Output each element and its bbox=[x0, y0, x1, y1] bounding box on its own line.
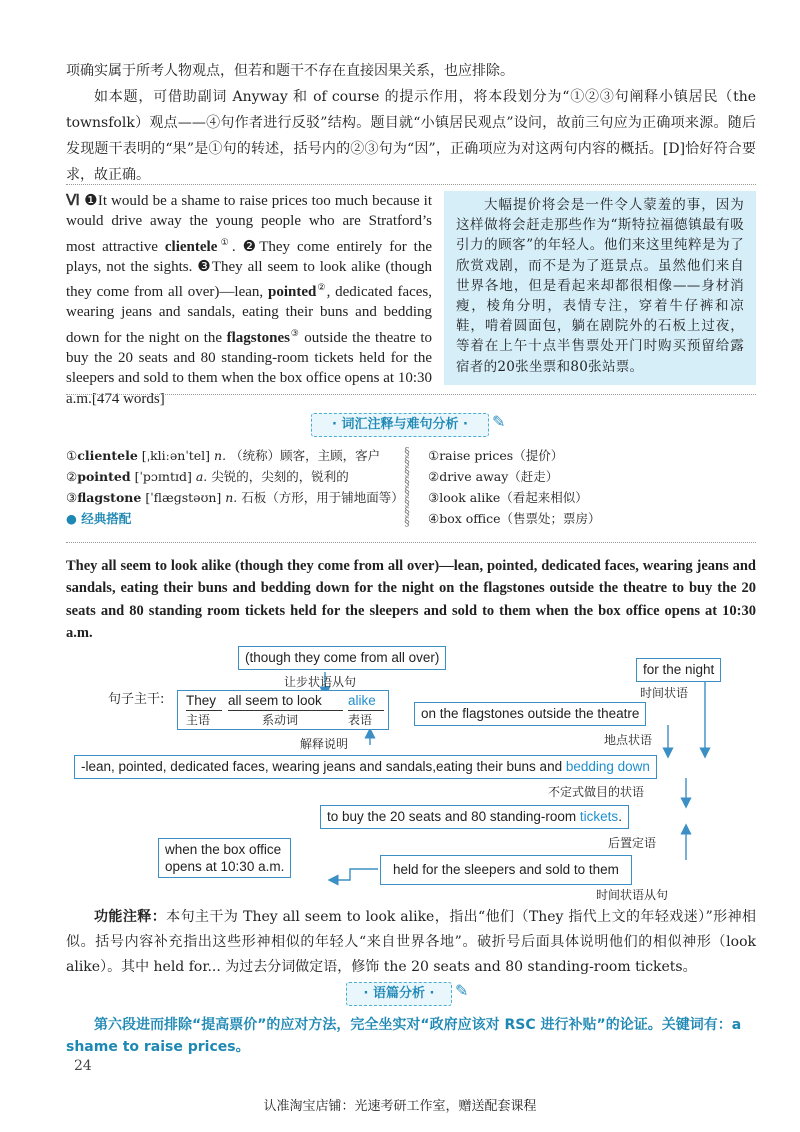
concessive-clause-box: (though they come from all over) bbox=[238, 646, 446, 670]
top-paragraph-2: 如本题，可借助副词 Anyway 和 of course 的提示作用，将本段划分为“①②③句阐释小镇居民（the townsfolk）观点——④句作者进行反驳”结构。题目就“小镇居民观点”设问，故前三句应为正确项来源。随后发现题干表明的“果”是①句的转述，括号内的②③句为“因”，正确项应为对这两句内容的概括。[D]恰好符合要求，故正确。 bbox=[66, 89, 756, 183]
collocation-4: ④box office（售票处；票房） bbox=[428, 511, 601, 526]
vocab-item-2: ②pointed [ˈpɔɪntɪd] a. 尖锐的，尖刻的，锐利的 bbox=[66, 469, 349, 484]
section-header-discourse: · 语篇分析 · bbox=[346, 982, 452, 1006]
vocab-item-1: ①clientele [ˌkliːənˈtel] n. （统称）顾客，主顾，客户 bbox=[66, 448, 381, 463]
word-flagstones: flagstones bbox=[226, 329, 290, 346]
brush-icon: ✎ bbox=[492, 412, 506, 431]
place-adverbial-label: 地点状语 bbox=[604, 733, 653, 747]
predicative-role: 表语 bbox=[348, 713, 373, 727]
word-count: [474 words] bbox=[91, 390, 165, 407]
brush-icon-2: ✎ bbox=[455, 981, 469, 1000]
vocab-item-3: ③flagstone [ˈflæɡstəʊn] n. 石板（方形，用于铺地面等） bbox=[66, 490, 404, 505]
sentence-3c: outside the theatre to buy the 20 seats and 80 standing-room tickets held for the sleepers and sold to them when the box office opens at 10:30 a.m. bbox=[66, 329, 432, 407]
top-paragraph-1: 项确实属于所考人物观点，但若和题干不存在直接因果关系，也应排除。 bbox=[66, 63, 514, 79]
subject-word: They bbox=[186, 692, 222, 711]
passage-paragraph-6: Ⅵ ❶It would be a shame to raise prices too much because it would drive away the young people who are Stratford’s most attractive clientele①. ❷They come entirely for the plays, not the sights. ❸They all seem to look alike (though they come from all over)—lean, pointed②, dedicated faces, wearing jeans and sandals, eating their buns and bedding down for the night on the flagstones③ outside the theatre to buy the 20 seats and 80 standing-room tickets held for the sleepers and sold to them when the box office opens at 10:30 a.m.[474 words] bbox=[66, 193, 433, 407]
hard-sentence: They all seem to look alike (though they come from all over)—lean, pointed, dedicated faces, wearing jeans and sandals, eating their buns and bedding down for the night on the flagstones outside the theatre to buy the 20 seats and 80 standing room tickets held for the sleepers and sold to them when the box office opens at 10:30 a.m. bbox=[66, 558, 756, 641]
explain-label: 解释说明 bbox=[300, 737, 349, 751]
function-note bbox=[66, 905, 756, 980]
bullet-icon: ● bbox=[66, 511, 77, 526]
section-header-vocab: · 词汇注释与难句分析 · bbox=[311, 413, 489, 437]
sentence-3-number: ❸ bbox=[197, 258, 212, 275]
subject-role: 主语 bbox=[186, 713, 211, 727]
collocation-2: ②drive away（赶走） bbox=[428, 469, 559, 484]
discourse-analysis: 第六段进而排除“提高票价”的应对方法，完全坐实对“政府应该对 RSC 进行补贴”的论证。关键词有：a shame to raise prices。 bbox=[66, 1017, 742, 1055]
when-clause-box: when the box office opens at 10:30 a.m. bbox=[158, 838, 291, 878]
page-number: 24 bbox=[74, 1058, 92, 1074]
collocation-1: ①raise prices（提价） bbox=[428, 448, 564, 463]
main-clause-label: 句子主干: bbox=[108, 692, 165, 707]
concessive-label: 让步状语从句 bbox=[284, 675, 357, 689]
main-clause-box bbox=[177, 690, 389, 730]
footnote-mark-1: ① bbox=[217, 236, 232, 247]
tickets-highlight: tickets bbox=[579, 809, 619, 824]
collocation-heading: ● 经典搭配 bbox=[66, 511, 132, 526]
linking-verb-role: 系动词 bbox=[262, 713, 299, 727]
sentence-1: It would be a shame to raise prices too much because it would drive away the young people who are Stratford’s most attractive bbox=[66, 193, 432, 255]
place-box: on the flagstones outside the theatre bbox=[414, 702, 646, 726]
footnote-mark-2: ② bbox=[316, 282, 327, 293]
footnote-mark-3: ③ bbox=[289, 327, 300, 338]
function-note-text: 本句主干为 They all seem to look alike，指出“他们（They 指代上文的年轻戏迷）”形神相似。括号内容补充指出这些形神相似的年轻人“来自世界各地”。破折号后面具体说明他们的相似神形（look alike）。其中 held for... 为过去分词做定语，修饰 the 20 seats and 80 standing-room tickets。 bbox=[66, 909, 757, 975]
time-clause-label: 时间状语从句 bbox=[596, 888, 669, 902]
post-attribute-label: 后置定语 bbox=[608, 836, 657, 850]
time-adverbial-label: 时间状语 bbox=[640, 686, 689, 700]
wavy-divider: § § § § § § § § bbox=[404, 445, 410, 528]
footer-text: 认准淘宝店铺：光速考研工作室，赠送配套课程 bbox=[263, 1099, 537, 1114]
collocation-3: ③look alike（看起来相似） bbox=[428, 490, 588, 505]
dash-explanation-box: -lean, pointed, dedicated faces, wearing jeans and sandals,eating their buns and bedding down bbox=[74, 755, 657, 779]
word-clientele: clientele bbox=[164, 238, 218, 255]
translation-text: 大幅提价将会是一件令人蒙羞的事，因为这样做将会赶走那些作为“斯特拉福德镇最有吸引力的顾客”的年轻人。他们来这里纯粹是为了欣赏戏剧，而不是为了逛景点。虽然他们来自世界各地，但是看起来却都很相像——身材消瘦，棱角分明，表情专注，穿着牛仔裤和凉鞋，啃着圆面包，躺在剧院外的石板上过夜，等着在上午十点半售票处开门时购买预留给露宿者的20张坐票和80张站票。 bbox=[456, 197, 744, 375]
paragraph-numeral: Ⅵ bbox=[66, 193, 81, 209]
sentence-3a: They all seem to look alike (though they come from all over)—lean, bbox=[66, 258, 433, 301]
sentence-3b: , dedicated faces, wearing jeans and sandals, eating their buns and bedding down for the night on the bbox=[66, 284, 433, 346]
sentence-1-number: ❶ bbox=[84, 193, 98, 209]
predicative-word: alike bbox=[348, 692, 384, 711]
sentence-2: They come entirely for the plays, not the sights. bbox=[66, 238, 432, 275]
bedding-down-highlight: bedding down bbox=[565, 759, 650, 774]
to-buy-box: to buy the 20 seats and 80 standing-room tickets. bbox=[320, 805, 629, 829]
word-pointed: pointed bbox=[267, 284, 317, 301]
purpose-label: 不定式做目的状语 bbox=[548, 785, 645, 799]
held-for-box: held for the sleepers and sold to them bbox=[380, 855, 632, 885]
linking-verb-word: all seem to look bbox=[228, 692, 343, 711]
for-night-box: for the night bbox=[636, 658, 721, 682]
sentence-2-number: ❷ bbox=[242, 238, 260, 255]
function-note-label: 功能注释： bbox=[94, 909, 167, 925]
